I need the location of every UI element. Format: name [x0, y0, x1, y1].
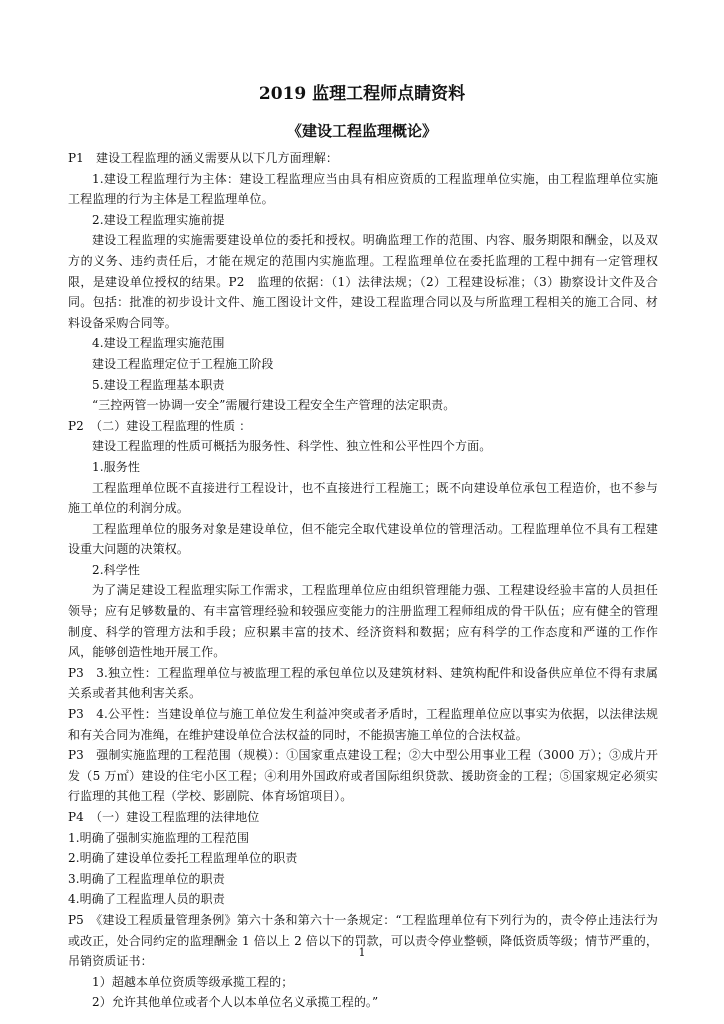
paragraph: 1.服务性: [92, 459, 140, 474]
page-number: 1: [358, 946, 366, 959]
paragraph: 建设工程监理的实施需要建设单位的委托和授权。明确监理工作的范围、内容、服务期限和酬金，以及双方的义务、违约责任后，才能在规定的范围内实施监理。工程监理单位在委托监理的工程中拥有一定管理权限，是建设单位授权的结果。P2 监理的依据：（1）法律法规；（2）工程建设标准；（3）勘察设计文件及合同。包括：批准的初步设计文件、施工图设计文件，建设工程监理合同以及与所监理工程相关的施工合同、材料设备采购合同等。: [68, 233, 658, 330]
paragraph: 2）允许其他单位或者个人以本单位名义承揽工程的。”: [92, 995, 379, 1010]
paragraph: 1.明确了强制实施监理的工程范围: [68, 830, 250, 845]
paragraph: 工程监理单位的服务对象是建设单位，但不能完全取代建设单位的管理活动。工程监理单位不具有工程建设重大问题的决策权。: [68, 521, 658, 557]
paragraph: P1 建设工程监理的涵义需要从以下几方面理解：: [68, 151, 339, 165]
paragraph: 4.明确了工程监理人员的职责: [68, 892, 225, 907]
paragraph: P3 4.公平性：当建设单位与施工单位发生利益冲突或者矛盾时，工程监理单位应以事实为依据，以法律法规和有关合同为准绳，在维护建设单位合法权益的同时，不能损害施工单位的合法权益。: [68, 707, 658, 742]
document-title: 2019 监理工程师点睛资料: [258, 84, 466, 104]
document-body: [68, 148, 658, 1013]
paragraph: 2.明确了建设单位委托工程监理单位的职责: [68, 851, 298, 866]
paragraph: P3 3.独立性：工程监理单位与被监理工程的承包单位以及建筑材料、建筑构配件和设备供应单位不得有隶属关系或者其他利害关系。: [68, 665, 658, 701]
paragraph: 4.建设工程监理实施范围: [92, 336, 225, 351]
paragraph: 2.建设工程监理实施前提: [92, 212, 225, 227]
paragraph: 3.明确了工程监理单位的职责: [68, 871, 225, 886]
paragraph: P5 《建设工程质量管理条例》第六十条和第六十一条规定：“工程监理单位有下列行为的，责令停止违法行为或改正，处合同约定的监理酬金 1 倍以上 2 倍以下的罚款，可以责令停业整顿，降低资质等级；情节严重的，吊销资质证书：: [68, 912, 658, 969]
paragraph: 1）超越本单位资质等级承揽工程的；: [92, 974, 294, 989]
paragraph: 1.建设工程监理行为主体：建设工程监理应当由具有相应资质的工程监理单位实施，由工程监理单位实施工程监理的行为主体是工程监理单位。: [68, 171, 658, 207]
paragraph: 建设工程监理定位于工程施工阶段: [92, 356, 274, 371]
paragraph: 5.建设工程监理基本职责: [92, 377, 225, 392]
paragraph: “三控两管一协调一安全”需履行建设工程安全生产管理的法定职责。: [92, 398, 456, 413]
paragraph: P4 （一）建设工程监理的法律地位: [68, 810, 260, 824]
document-subtitle: 《建设工程监理概论》: [286, 122, 437, 140]
paragraph: 工程监理单位既不直接进行工程设计，也不直接进行工程施工；既不向建设单位承包工程造价，也不参与施工单位的利润分成。: [68, 480, 658, 516]
paragraph: P3 强制实施监理的工程范围（规模）：①国家重点建设工程；②大中型公用事业工程（3000 万）；③成片开发（5 万㎡）建设的住宅小区工程；④利用外国政府或者国际组织贷款、援助资金的工程；⑤国家规定必须实行监理的其他工程（学校、影剧院、体育场馆项目）。: [68, 748, 658, 804]
paragraph: 建设工程监理的性质可概括为服务性、科学性、独立性和公平性四个方面。: [92, 439, 492, 454]
paragraph: 为了满足建设工程监理实际工作需求，工程监理单位应由组织管理能力强、工程建设经验丰富的人员担任领导；应有足够数量的、有丰富管理经验和较强应变能力的注册监理工程师组成的骨干队伍；应有健全的管理制度、科学的管理方法和手段；应积累丰富的技术、经济资料和数据；应有科学的工作态度和严谨的工作作风，能够创造性地开展工作。: [68, 583, 658, 660]
paragraph: P2 （二）建设工程监理的性质 ：: [68, 418, 252, 433]
paragraph: 2.科学性: [92, 562, 140, 577]
